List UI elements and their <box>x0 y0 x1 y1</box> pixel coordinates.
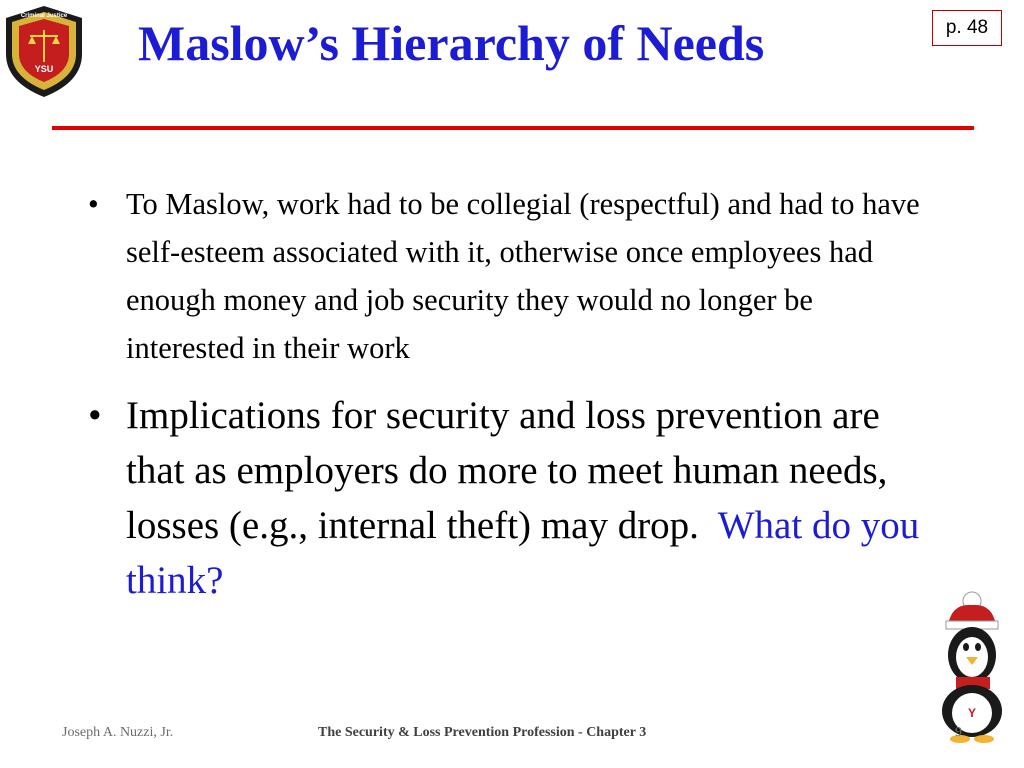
footer-author: Joseph A. Nuzzi, Jr. <box>62 725 174 740</box>
page-reference-box: p. 48 <box>932 10 1002 46</box>
bullet-text: To Maslow, work had to be collegial (respectful) and had to have self-esteem associated with it, otherwise once employees had enough money and job security they would no longer be interested in their work <box>126 187 920 365</box>
footer-course-title: The Security & Loss Prevention Profession - Chapter 3 <box>318 725 647 740</box>
bullet-item <box>88 388 938 608</box>
svg-text:Criminal Justice: Criminal Justice <box>20 13 68 19</box>
svg-text:YSU: YSU <box>34 64 54 74</box>
criminal-justice-badge-logo <box>2 2 86 100</box>
bullet-list <box>88 180 938 608</box>
slide-title: Maslow’s Hierarchy of Needs <box>138 15 765 71</box>
svg-text:Y: Y <box>967 706 977 720</box>
discussion-question: What do you think? <box>126 504 920 602</box>
penguin-mascot-image <box>930 585 1014 745</box>
slide-number: 9 <box>955 725 962 740</box>
bullet-item <box>88 180 938 372</box>
bullet-text: Implications for security and loss prevention are that as employers do more to meet human needs, losses (e.g., internal theft) may drop. <box>126 394 898 547</box>
title-underline-divider <box>52 126 974 130</box>
